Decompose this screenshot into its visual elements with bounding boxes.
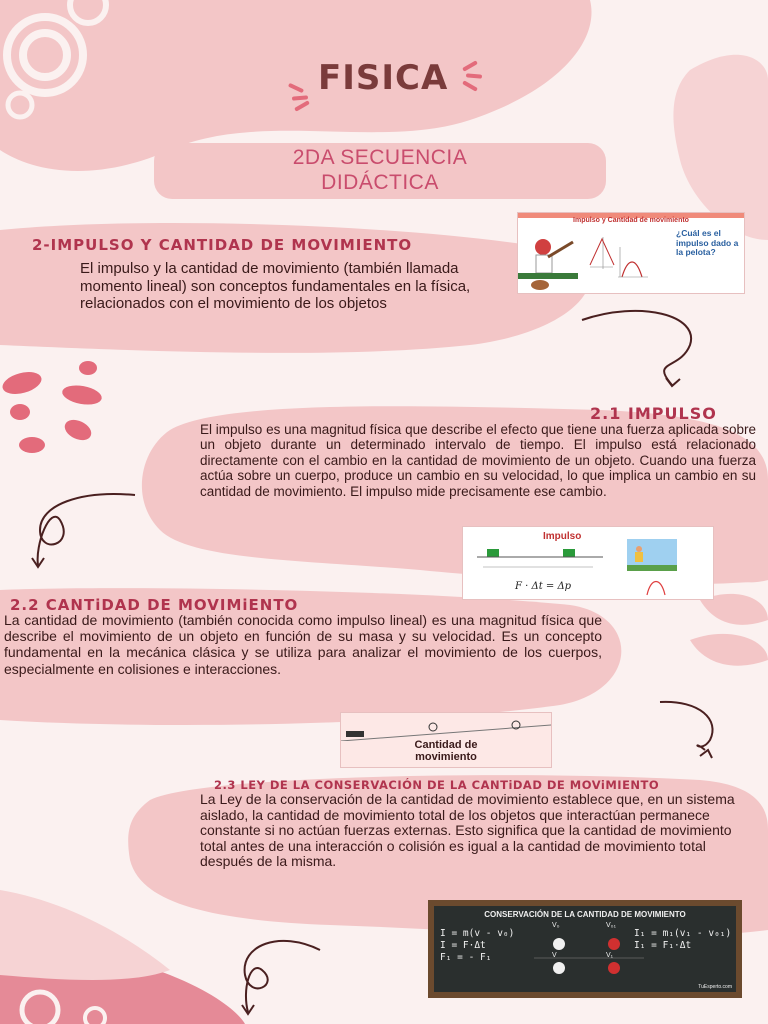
impulse-figure-baseball [517,212,745,294]
chalkboard-balls [434,906,736,992]
figure-question: ¿Cuál es el impulso dado a la pelota? [676,228,739,257]
section-21-body: El impulso es una magnitud física que describe el efecto que tiene una fuerza aplicada sobre un objeto durante un determinado intervalo de tiempo. El impulso está relacionado directamente con el cambio en la cantidad de movimiento de un objeto. Cuando una fuerza actúa sobre un cuerpo, produce un cambio en su velocidad, lo que implica un cambio en su cantidad de movimiento. El impulso mide precisamente ese cambio. [200,422,756,499]
equation-1: I = m(v - v₀) [440,928,515,939]
section-23-heading: 2.3 LEY DE LA CONSERVACIÓN DE LA CANTiDAD DE MOViMIENTO [214,778,660,792]
momentum-caption [341,739,551,763]
momentum-figure [340,712,552,768]
momentum-caption-line-2: movimiento [415,751,477,763]
section-2-body: El impulso y la cantidad de movimiento (también llamada momento lineal) son conceptos fundamentales en la física, relacionados con el movimiento de los objetos [80,260,471,312]
impulse-diagram [463,527,713,599]
conservation-chalkboard [428,900,742,998]
equation-4: I₁ = m₁(v₁ - v₀₁) [634,928,732,939]
label-v0: V₀ [552,922,560,929]
impulse-figure-title: Impulso [543,531,582,542]
subtitle-line-2: DIDÁCTICA [321,171,439,194]
equation-3: F₁ = - F₁ [440,952,492,963]
impulse-formula: F · Δt = Δp [515,581,572,592]
equation-2: I = F·Δt [440,940,486,951]
momentum-caption-line-1: Cantidad de [414,739,478,751]
section-2-heading: 2-IMPULSO Y CANTIDAD DE MOVIMIENTO [32,236,413,254]
label-v: V [552,952,557,959]
label-v1: V₁ [606,952,614,959]
section-23-body: La Ley de la conservación de la cantidad de movimiento establece que, en un sistema aislado, la cantidad de movimiento total de los objetos que interactúan permanece constante si no actúan fuerzas externas. Esto significa que la cantidad de movimiento total antes de una interacción o colisión es igual a la cantidad de movimiento total después de la misma. [200,791,735,870]
chalkboard-title: CONSERVACIÓN DE LA CANTIDAD DE MOVIMIENTO [484,910,686,919]
section-22-heading: 2.2 CANTiDAD DE MOVIMiENTO [10,596,299,614]
subtitle [154,145,606,195]
subtitle-line-1: 2DA SECUENCIA [292,146,468,169]
page-title: FISICA [318,58,449,98]
equation-5: I₁ = F₁·Δt [634,940,692,951]
impulse-figure [462,526,714,600]
momentum-diagram [341,713,551,741]
figure-title: Impulso y Cantidad de movimiento [573,217,689,224]
section-22-body: La cantidad de movimiento (también conocida como impulso lineal) es una magnitud física que describe el movimiento de un objeto en función de su masa y su velocidad. Es un concepto fundamental en la mecánica clásica y se utiliza para analizar el movimiento de los cuerpos, especialmente en colisiones e interacciones. [4,612,602,677]
chalkboard-brand: TuEsperto.com [698,984,732,990]
label-v01: V₀₁ [606,922,616,929]
section-21-heading: 2.1 IMPULSO [590,404,717,423]
